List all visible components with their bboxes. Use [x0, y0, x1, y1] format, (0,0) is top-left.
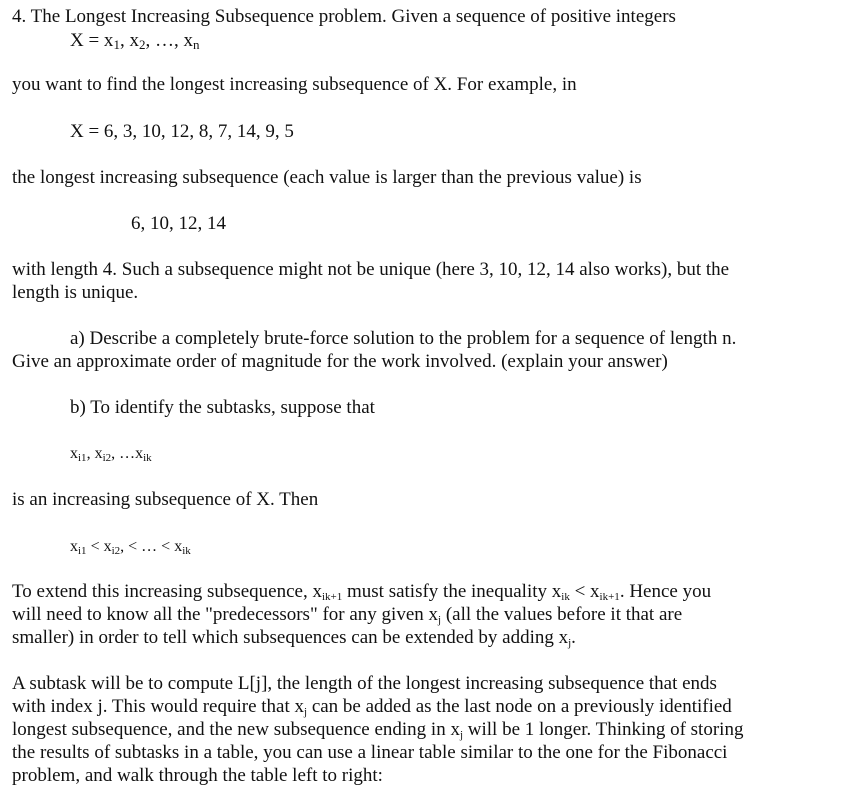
extend-line-2 [12, 604, 682, 626]
extend-l1-sub-2: ik [561, 591, 570, 603]
extend-l1-sub-3: ik+1 [599, 591, 620, 603]
subtask-l3-sub: j [459, 729, 464, 741]
extend-l3-sub: j [568, 637, 572, 649]
increasing-statement: is an increasing subsequence of X. Then [12, 489, 319, 510]
ineq-op-1: < x [86, 538, 112, 555]
subseq-sub-1: i1 [78, 452, 87, 464]
ineq-sub-k: ik [182, 545, 191, 557]
subseq-sub-2: i2 [102, 452, 112, 464]
example-sequence: X = 6, 3, 10, 12, 8, 7, 14, 9, 5 [70, 121, 294, 142]
extend-l1-b: must satisfy the inequality x [342, 581, 562, 602]
subtask-l2-b: can be added as the last node on a previously identified [307, 696, 732, 717]
subseq-sep-2: , …x [111, 445, 144, 462]
subtask-line-2 [12, 696, 732, 718]
subseq-x1: x [70, 445, 78, 462]
subtask-l3-a: longest subsequence, and the new subsequence ending in x [12, 719, 460, 740]
subseq-sep-1: , x [86, 445, 103, 462]
part-a-line-1: a) Describe a completely brute-force solution to the problem for a sequence of length n. [70, 328, 737, 349]
extend-l2-sub: j [438, 614, 442, 626]
extend-l1-a: To extend this increasing subsequence, x [12, 581, 322, 602]
x-def-mid-2: , …, x [145, 30, 193, 51]
ineq-sub-2: i2 [111, 545, 121, 557]
extend-line-3 [12, 627, 576, 649]
x-def-sub-2: 2 [138, 37, 146, 52]
subtask-l2-sub: j [304, 706, 308, 718]
subtask-line-1: A subtask will be to compute L[j], the length of the longest increasing subsequence that ends [12, 673, 717, 694]
uniqueness-line-2: length is unique. [12, 282, 139, 303]
extend-l1-c: < x [569, 581, 600, 602]
ineq-sub-1: i1 [78, 545, 87, 557]
extend-l3-b: . [571, 627, 576, 648]
uniqueness-line-1: with length 4. Such a subsequence might not be unique (here 3, 10, 12, 14 also works), but the [12, 259, 730, 280]
inequality-chain [70, 536, 191, 558]
x-definition [70, 30, 199, 52]
ineq-op-2: , < … < x [120, 538, 183, 555]
x-def-sub-1: 1 [113, 37, 120, 52]
subtask-line-5: problem, and walk through the table left to right: [12, 765, 383, 786]
x-def-mid-1: , x [119, 30, 139, 51]
subtask-l3-b: will be 1 longer. Thinking of storing [463, 719, 744, 740]
subtask-line-3 [12, 719, 743, 741]
x-def-sub-n: n [192, 37, 200, 52]
part-a-line-2: Give an approximate order of magnitude for the work involved. (explain your answer) [12, 351, 668, 372]
problem-heading: 4. The Longest Increasing Subsequence problem. Given a sequence of positive integers [12, 6, 676, 27]
example-explanation: the longest increasing subsequence (each value is larger than the previous value) is [12, 167, 642, 188]
subtask-line-4: the results of subtasks in a table, you can use a linear table similar to the one for the Fibonacci [12, 742, 728, 763]
extend-l2-a: will need to know all the "predecessors" for any given x [12, 604, 439, 625]
extend-l2-b: (all the values before it that are [441, 604, 683, 625]
extend-l1-d: . Hence you [619, 581, 712, 602]
part-b-intro: b) To identify the subtasks, suppose that [70, 397, 375, 418]
extend-line-1 [12, 581, 711, 603]
intro-text: you want to find the longest increasing subsequence of X. For example, in [12, 74, 577, 95]
subsequence-notation [70, 443, 152, 465]
subseq-sub-k: ik [143, 452, 152, 464]
example-answer: 6, 10, 12, 14 [131, 213, 226, 234]
extend-l3-a: smaller) in order to tell which subsequences can be extended by adding x [12, 627, 569, 648]
subtask-l2-a: with index j. This would require that x [12, 696, 304, 717]
ineq-x1: x [70, 538, 78, 555]
extend-l1-sub-1: ik+1 [321, 591, 343, 603]
x-def-lhs: X = x [70, 30, 114, 51]
